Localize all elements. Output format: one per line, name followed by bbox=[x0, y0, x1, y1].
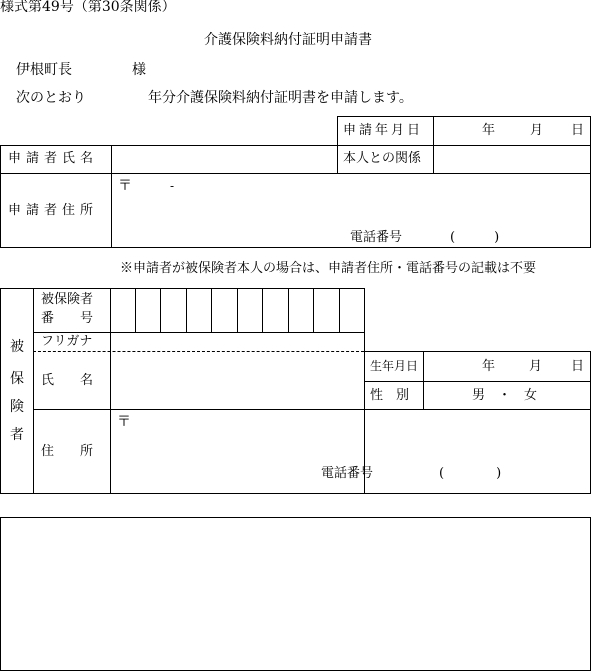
insured-number-label-1: 被保険者 bbox=[41, 292, 94, 307]
birth-date-month: 月 bbox=[529, 359, 543, 374]
birth-date-day: 日 bbox=[571, 359, 585, 374]
form-number: 様式第49号（第30条関係） bbox=[0, 0, 176, 15]
insured-name-field[interactable] bbox=[111, 352, 364, 409]
application-date-label: 申請年月日 bbox=[343, 123, 424, 138]
gender-options: 男 ・ 女 bbox=[472, 388, 538, 403]
application-date-field[interactable] bbox=[434, 117, 590, 145]
applicant-name-label: 申請者氏名 bbox=[8, 151, 99, 166]
birth-date-field[interactable] bbox=[424, 352, 590, 381]
addressee-mayor: 伊根町長 bbox=[16, 62, 72, 78]
intro-text: 年分介護保険料納付証明書を申請します。 bbox=[148, 90, 413, 106]
application-date-day: 日 bbox=[571, 123, 585, 138]
relation-label: 本人との関係 bbox=[343, 151, 422, 166]
intro-prefix: 次のとおり bbox=[16, 90, 86, 106]
insured-side-label-2: 保 bbox=[10, 371, 24, 387]
insured-side-label-3: 険 bbox=[10, 399, 24, 415]
furigana-label: フリガナ bbox=[41, 334, 93, 349]
applicant-address-field[interactable] bbox=[112, 174, 590, 247]
gender-field[interactable] bbox=[424, 382, 590, 409]
insured-name-label: 氏 名 bbox=[41, 373, 94, 388]
relation-field[interactable] bbox=[434, 146, 590, 173]
insured-address-label: 住 所 bbox=[41, 444, 94, 459]
applicant-name-field[interactable] bbox=[112, 146, 337, 173]
birth-date-year: 年 bbox=[482, 359, 496, 374]
insured-phone-label: 電話番号 bbox=[321, 466, 374, 481]
addressee-honorific: 様 bbox=[132, 62, 146, 78]
birth-date-label: 生年月日 bbox=[370, 359, 419, 373]
insured-phone-paren: ( ) bbox=[439, 466, 502, 481]
note-text: ※申請者が被保険者本人の場合は、申請者住所・電話番号の記載は不要 bbox=[120, 261, 537, 276]
applicant-phone-label: 電話番号 bbox=[350, 230, 403, 245]
remarks-box[interactable] bbox=[0, 517, 591, 671]
postal-dash: - bbox=[170, 179, 175, 193]
furigana-field[interactable] bbox=[111, 333, 364, 351]
application-date-month: 月 bbox=[530, 123, 544, 138]
application-date-year: 年 bbox=[482, 123, 496, 138]
form-title: 介護保険料納付証明申請書 bbox=[204, 32, 372, 48]
gender-label: 性 別 bbox=[370, 388, 410, 403]
insured-address-field[interactable] bbox=[111, 410, 590, 493]
insured-number-field[interactable] bbox=[111, 289, 364, 332]
insured-side-label-1: 被 bbox=[10, 339, 24, 355]
postal-mark: 〒 bbox=[118, 178, 132, 194]
applicant-address-label: 申請者住所 bbox=[8, 203, 99, 218]
insured-postal-mark: 〒 bbox=[117, 414, 131, 430]
applicant-phone-paren: ( ) bbox=[450, 230, 500, 245]
insured-side-label-4: 者 bbox=[10, 427, 24, 443]
insured-number-label-2: 番 号 bbox=[41, 311, 94, 326]
